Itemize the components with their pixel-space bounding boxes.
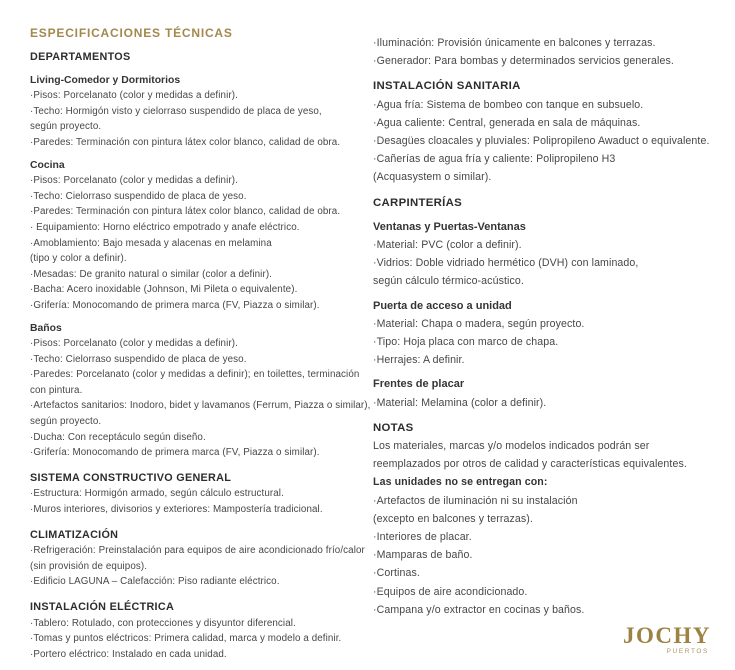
spec-line: ·Interiores de placar. [373, 531, 472, 544]
spec-line: ·Paredes: Porcelanato (color y medidas a definir); en toilettes, terminación [30, 369, 360, 381]
brand-name: JOCHY [623, 623, 711, 648]
spec-line: según proyecto. [30, 121, 102, 133]
spec-line: ·Ducha: Con receptáculo según diseño. [30, 431, 206, 443]
spec-line: ·Agua fría: Sistema de bombeo con tanque en subsuelo. [373, 98, 644, 111]
spec-line: (tipo y color a definir). [30, 253, 127, 265]
spec-line: ·Pisos: Porcelanato (color y medidas a definir). [30, 90, 238, 102]
spec-line: ·Cortinas. [373, 567, 420, 580]
section-heading: INSTALACIÓN ELÉCTRICA [30, 601, 175, 613]
section-heading: CLIMATIZACIÓN [30, 528, 119, 541]
spec-line: ·Refrigeración: Preinstalación para equipos de aire acondicionado frío/calor [30, 545, 365, 557]
spec-line: ·Grifería: Monocomando de primera marca (FV, Piazza o similar). [30, 447, 320, 459]
section-heading: DEPARTAMENTOS [30, 51, 131, 63]
spec-line: ·Tipo: Hoja placa con marco de chapa. [373, 336, 559, 349]
spec-line: ·Pisos: Porcelanato (color y medidas a definir). [30, 175, 238, 187]
spec-line: ·Portero eléctrico: Instalado en cada unidad. [30, 648, 227, 660]
spec-line: (excepto en balcones y terrazas). [373, 512, 533, 525]
subsection-heading: Frentes de placar [373, 378, 465, 391]
spec-line: ·Mamparas de baño. [373, 549, 473, 562]
spec-line: · Equipamiento: Horno eléctrico empotrado y anafe eléctrico. [30, 221, 300, 233]
spec-line: ·Techo: Cielorraso suspendido de placa de yeso. [30, 190, 247, 202]
spec-line: (sin provisión de equipos). [30, 560, 148, 572]
section-heading: NOTAS [373, 421, 414, 434]
spec-line: ·Tablero: Rotulado, con protecciones y disyuntor diferencial. [30, 617, 296, 629]
brand-logo [623, 624, 711, 656]
spec-line: ·Amoblamiento: Bajo mesada y alacenas en melamina [30, 237, 272, 249]
spec-line: con pintura. [30, 384, 83, 396]
spec-line: ·Desagües cloacales y pluviales: Polipropileno Awaduct o equivalente. [373, 135, 710, 148]
spec-line: ·Agua caliente: Central, generada en sala de máquinas. [373, 116, 641, 129]
spec-line: ·Material: Chapa o madera, según proyecto. [373, 317, 585, 330]
spec-line: ·Material: Melamina (color a definir). [373, 396, 547, 409]
spec-line: ·Artefactos de iluminación ni su instalación [373, 494, 578, 507]
spec-line: ·Techo: Hormigón visto y cielorraso suspendido de placa de yeso, [30, 105, 322, 117]
spec-line: ·Muros interiores, divisorios y exteriores: Mampostería tradicional. [30, 504, 323, 516]
spec-line: ·Material: PVC (color a definir). [373, 239, 522, 252]
spec-line: ·Bacha: Acero inoxidable (Johnson, Mi Pileta o equivalente). [30, 284, 298, 296]
subsection-heading: Cocina [30, 159, 65, 171]
spec-line: ·Cañerías de agua fría y caliente: Polipropileno H3 [373, 153, 616, 166]
spec-line: ·Mesadas: De granito natural o similar (color a definir). [30, 268, 273, 280]
subsection-heading: Living-Comedor y Dormitorios [30, 74, 181, 86]
spec-line: ·Pisos: Porcelanato (color y medidas a definir). [30, 338, 238, 350]
brand-tagline: PUERTOS [666, 648, 709, 655]
spec-line: reemplazados por otros de calidad y características equivalentes. [373, 458, 687, 471]
subsection-heading: Ventanas y Puertas-Ventanas [373, 220, 526, 233]
column-left [30, 50, 371, 662]
spec-line: ·Grifería: Monocomando de primera marca (FV, Piazza o similar). [30, 299, 320, 311]
column-right [373, 34, 718, 619]
spec-line: ·Tomas y puntos eléctricos: Primera calidad, marca y modelo a definir. [30, 633, 342, 645]
spec-line: ·Equipos de aire acondicionado. [373, 585, 528, 598]
subsection-heading: Puerta de acceso a unidad [373, 299, 512, 312]
spec-line: ·Artefactos sanitarios: Inodoro, bidet y lavamanos (Ferrum, Piazza o similar), [30, 400, 371, 412]
spec-line: Los materiales, marcas y/o modelos indicados podrán ser [373, 440, 650, 453]
spec-line: ·Techo: Cielorraso suspendido de placa de yeso. [30, 353, 247, 365]
spec-line: ·Estructura: Hormigón armado, según cálculo estructural. [30, 488, 284, 500]
spec-line: ·Campana y/o extractor en cocinas y baños. [373, 603, 585, 616]
page-title: ESPECIFICACIONES TÉCNICAS [30, 26, 233, 40]
spec-line: (Acquasystem o similar). [373, 171, 492, 184]
spec-line: ·Paredes: Terminación con pintura látex color blanco, calidad de obra. [30, 136, 341, 148]
spec-line: ·Herrajes: A definir. [373, 354, 465, 367]
section-heading: CARPINTERÍAS [373, 196, 463, 209]
section-heading: SISTEMA CONSTRUCTIVO GENERAL [30, 471, 232, 484]
spec-line: ·Paredes: Terminación con pintura látex color blanco, calidad de obra. [30, 206, 341, 218]
spec-line: ·Vidrios: Doble vidriado hermético (DVH) con laminado, [373, 257, 639, 270]
spec-line: ·Generador: Para bombas y determinados servicios generales. [373, 55, 674, 68]
spec-line: ·Edificio LAGUNA – Calefacción: Piso radiante eléctrico. [30, 576, 280, 588]
spec-line: según cálculo térmico-acústico. [373, 275, 524, 288]
spec-line: ·Iluminación: Provisión únicamente en balcones y terrazas. [373, 37, 656, 49]
spec-line: según proyecto. [30, 416, 102, 428]
section-heading: INSTALACIÓN SANITARIA [373, 80, 521, 93]
subsection-heading: Baños [30, 322, 62, 334]
emphasis-line: Las unidades no se entregan con: [373, 476, 548, 489]
